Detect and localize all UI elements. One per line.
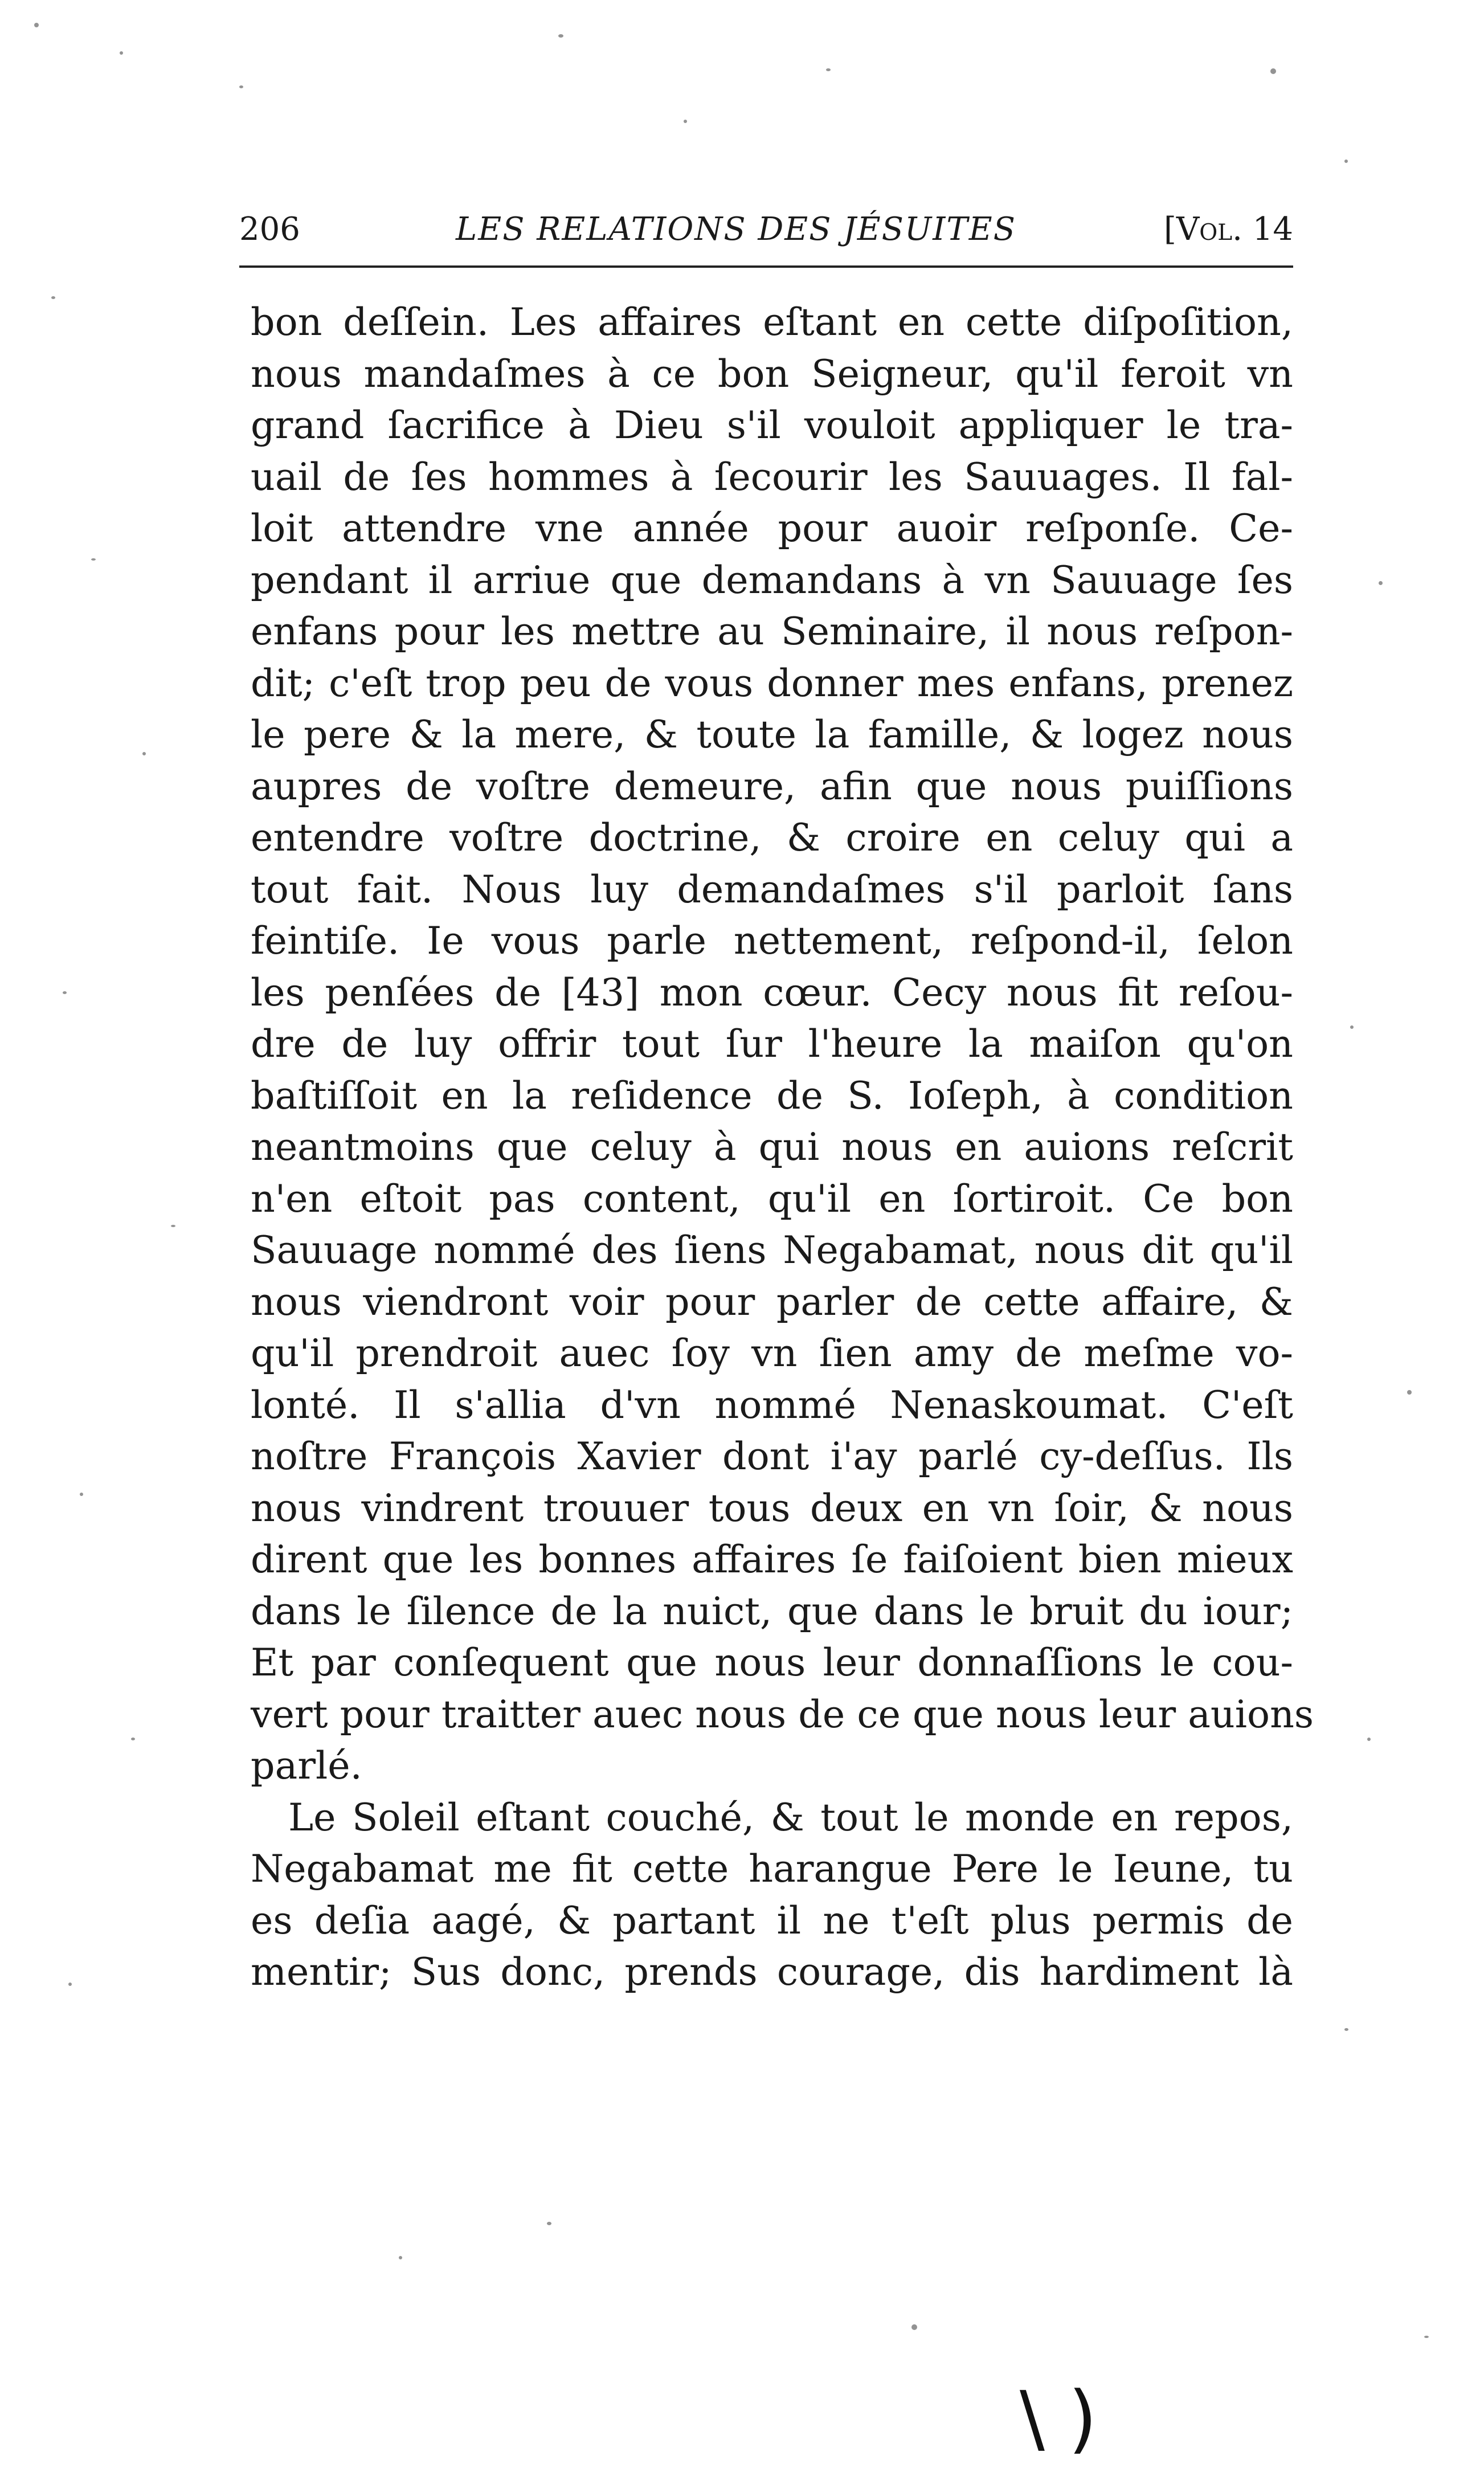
running-header bbox=[239, 204, 1293, 255]
text-line: neantmoins que celuy à qui nous en auions reſcrit bbox=[251, 1125, 1293, 1169]
text-line: nous vindrent trouuer tous deux en vn ſoir, & nous bbox=[251, 1485, 1293, 1530]
scan-speck bbox=[826, 68, 831, 71]
text-line: Negabamat me fit cette harangue Pere le Ieune, tu bbox=[251, 1846, 1293, 1891]
scan-speck bbox=[1379, 581, 1383, 585]
scan-speck bbox=[684, 120, 687, 123]
scan-speck bbox=[120, 51, 123, 55]
text-line: dans le ſilence de la nuict, que dans le bruit du iour; bbox=[251, 1588, 1293, 1633]
text-line: bon deſſein. Les affaires eſtant en cette diſpoſition, bbox=[251, 300, 1293, 344]
scan-speck bbox=[1350, 1025, 1354, 1029]
text-line: dre de luy offrir tout ſur l'heure la maiſon qu'on bbox=[251, 1021, 1293, 1066]
page-number: 206 bbox=[239, 211, 300, 248]
text-line: nous viendront voir pour parler de cette affaire, & bbox=[251, 1279, 1293, 1324]
text-line: aupres de voſtre demeure, afin que nous puiſſions bbox=[251, 763, 1293, 808]
scan-speck bbox=[911, 2324, 917, 2330]
scan-speck bbox=[80, 1493, 83, 1496]
scan-speck bbox=[51, 296, 55, 299]
text-line: lonté. Il s'allia d'vn nommé Nenaskoumat. C'eſt bbox=[251, 1382, 1293, 1427]
text-line: baſtiſſoit en la reſidence de S. Ioſeph, à condition bbox=[251, 1073, 1293, 1118]
text-line: parlé. bbox=[251, 1743, 362, 1788]
running-title: LES RELATIONS DES JÉSUITES bbox=[456, 211, 1016, 248]
scan-speck bbox=[1407, 1390, 1412, 1395]
scan-speck bbox=[91, 558, 96, 561]
scan-speck bbox=[399, 2256, 402, 2259]
text-line: n'en eſtoit pas content, qu'il en ſortiroit. Ce bon bbox=[251, 1176, 1293, 1221]
body-text bbox=[251, 296, 1314, 1998]
text-line: tout fait. Nous luy demandaſmes s'il parloit ſans bbox=[251, 866, 1293, 911]
scan-speck bbox=[142, 752, 146, 755]
text-line: pendant il arriue que demandans à vn Sauuage ſes bbox=[251, 557, 1293, 602]
scan-speck bbox=[239, 85, 243, 88]
volume-label: [Vol. 14 bbox=[1163, 211, 1293, 248]
scan-speck bbox=[547, 2222, 551, 2225]
scan-speck bbox=[1424, 2336, 1429, 2338]
scan-speck bbox=[1270, 68, 1276, 74]
scan-speck bbox=[34, 23, 39, 27]
scan-speck bbox=[131, 1738, 135, 1740]
text-line: noſtre François Xavier dont i'ay parlé cy-deſſus. Ils bbox=[251, 1434, 1293, 1478]
scan-speck bbox=[558, 34, 563, 38]
text-line: loit attendre vne année pour auoir reſponſe. Ce- bbox=[251, 506, 1293, 550]
text-line: le pere & la mere, & toute la famille, & logez nous bbox=[251, 712, 1293, 757]
text-line: les penſées de [43] mon cœur. Cecy nous fit reſou- bbox=[251, 970, 1293, 1015]
text-line: uail de ſes hommes à ſecourir les Sauuages. Il fal- bbox=[251, 454, 1293, 499]
text-line: mentir; Sus donc, prends courage, dis hardiment là bbox=[251, 1949, 1293, 1994]
header-rule bbox=[239, 265, 1293, 268]
scan-speck bbox=[171, 1225, 175, 1227]
text-line: es deſia aagé, & partant il ne t'eſt plus permis de bbox=[251, 1898, 1293, 1943]
scan-speck bbox=[1367, 1738, 1371, 1741]
text-line: dirent que les bonnes affaires ſe faiſoient bien mieux bbox=[251, 1537, 1293, 1581]
text-line: Et par conſequent que nous leur donnaſſions le cou- bbox=[251, 1640, 1293, 1685]
text-line: qu'il prendroit auec ſoy vn ſien amy de meſme vo- bbox=[251, 1331, 1293, 1375]
scan-speck bbox=[63, 991, 67, 994]
text-line: grand ſacrifice à Dieu s'il vouloit appliquer le tra- bbox=[251, 403, 1293, 447]
text-line: entendre voſtre doctrine, & croire en celuy qui a bbox=[251, 815, 1293, 860]
text-line: dit; c'eſt trop peu de vous donner mes enfans, prenez bbox=[251, 660, 1293, 705]
text-line: Sauuage nommé des ſiens Negabamat, nous dit qu'il bbox=[251, 1228, 1293, 1272]
text-line: nous mandaſmes à ce bon Seigneur, qu'il feroit vn bbox=[251, 351, 1293, 396]
scan-speck bbox=[68, 1983, 72, 1986]
text-line: feintiſe. Ie vous parle nettement, reſpond-il, ſelon bbox=[251, 918, 1293, 963]
scan-speck bbox=[1344, 160, 1348, 163]
text-line: Le Soleil eſtant couché, & tout le monde en repos, bbox=[288, 1795, 1293, 1840]
scan-speck bbox=[1344, 2028, 1348, 2031]
bottom-marks: \ ) bbox=[1020, 2375, 1097, 2462]
text-line: enfans pour les mettre au Seminaire, il nous reſpon- bbox=[251, 609, 1293, 653]
text-line: vert pour traitter auec nous de ce que nous leur auions bbox=[251, 1691, 1314, 1736]
